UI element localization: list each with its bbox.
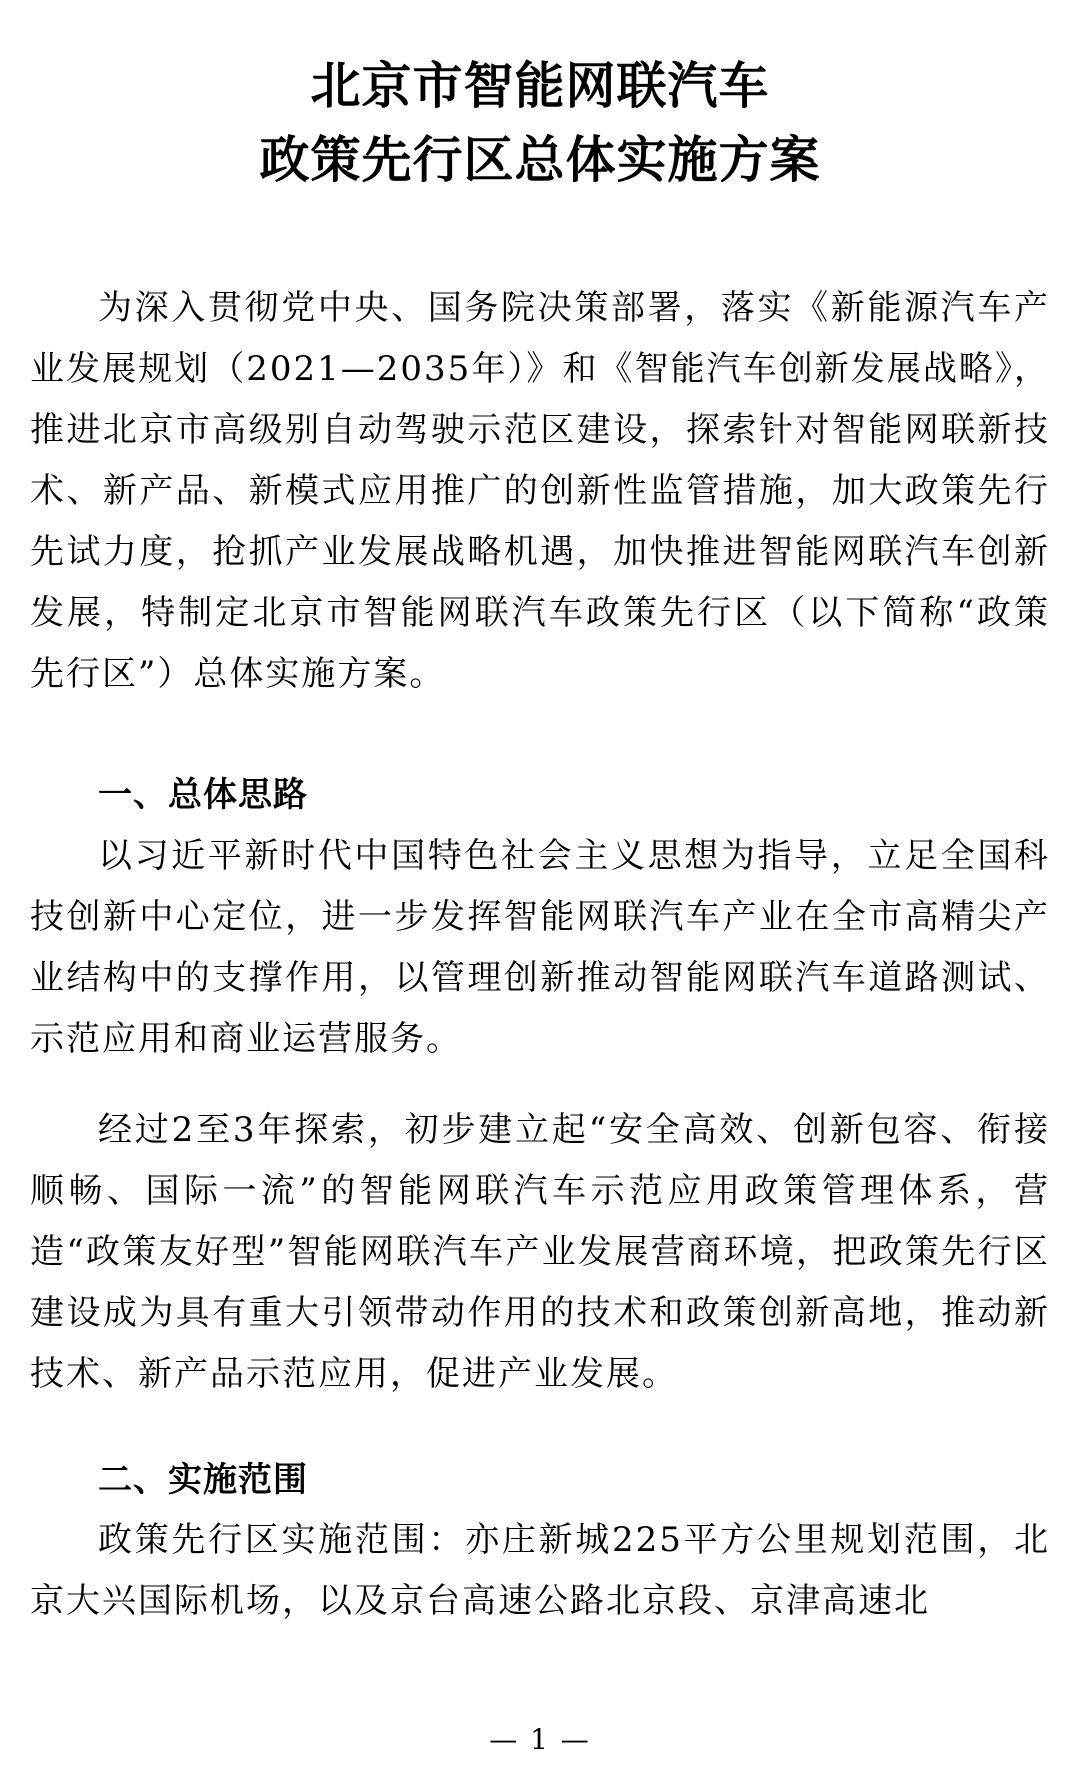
intro-paragraph: 为深入贯彻党中央、国务院决策部署，落实《新能源汽车产业发展规划（2021—2035年）》和《智能汽车创新发展战略》，推进北京市高级别自动驾驶示范区建设，探索针对智能网联新技术、新产品、新模式应用推广的创新性监管措施，加大政策先行先试力度，抢抓产业发展战略机遇，加快推进智能网联汽车创新发展，特制定北京市智能网联汽车政策先行区（以下简称“政策先行区”）总体实施方案。	[30, 288, 1050, 694]
scope-paragraph: 政策先行区实施范围：亦庄新城225平方公里规划范围，北京大兴国际机场，以及京台高速公路北京段、京津高速北	[30, 1520, 1050, 1621]
section-heading-scope: 二、实施范围	[98, 1460, 308, 1500]
page-number: — 1 —	[489, 1723, 591, 1756]
section-heading-overall-approach: 一、总体思路	[98, 775, 308, 815]
document-title-line-1: 北京市智能网联汽车	[310, 57, 770, 115]
document-title-line-2: 政策先行区总体实施方案	[259, 131, 821, 189]
overall-approach-paragraph-1: 以习近平新时代中国特色社会主义思想为指导，立足全国科技创新中心定位，进一步发挥智能网联汽车产业在全市高精尖产业结构中的支撑作用，以管理创新推动智能网联汽车道路测试、示范应用和商业运营服务。	[30, 836, 1050, 1059]
overall-approach-paragraph-2: 经过2至3年探索，初步建立起“安全高效、创新包容、衔接顺畅、国际一流”的智能网联汽车示范应用政策管理体系，营造“政策友好型”智能网联汽车产业发展营商环境，把政策先行区建设成为具有重大引领带动作用的技术和政策创新高地，推动新技术、新产品示范应用，促进产业发展。	[30, 1110, 1050, 1394]
